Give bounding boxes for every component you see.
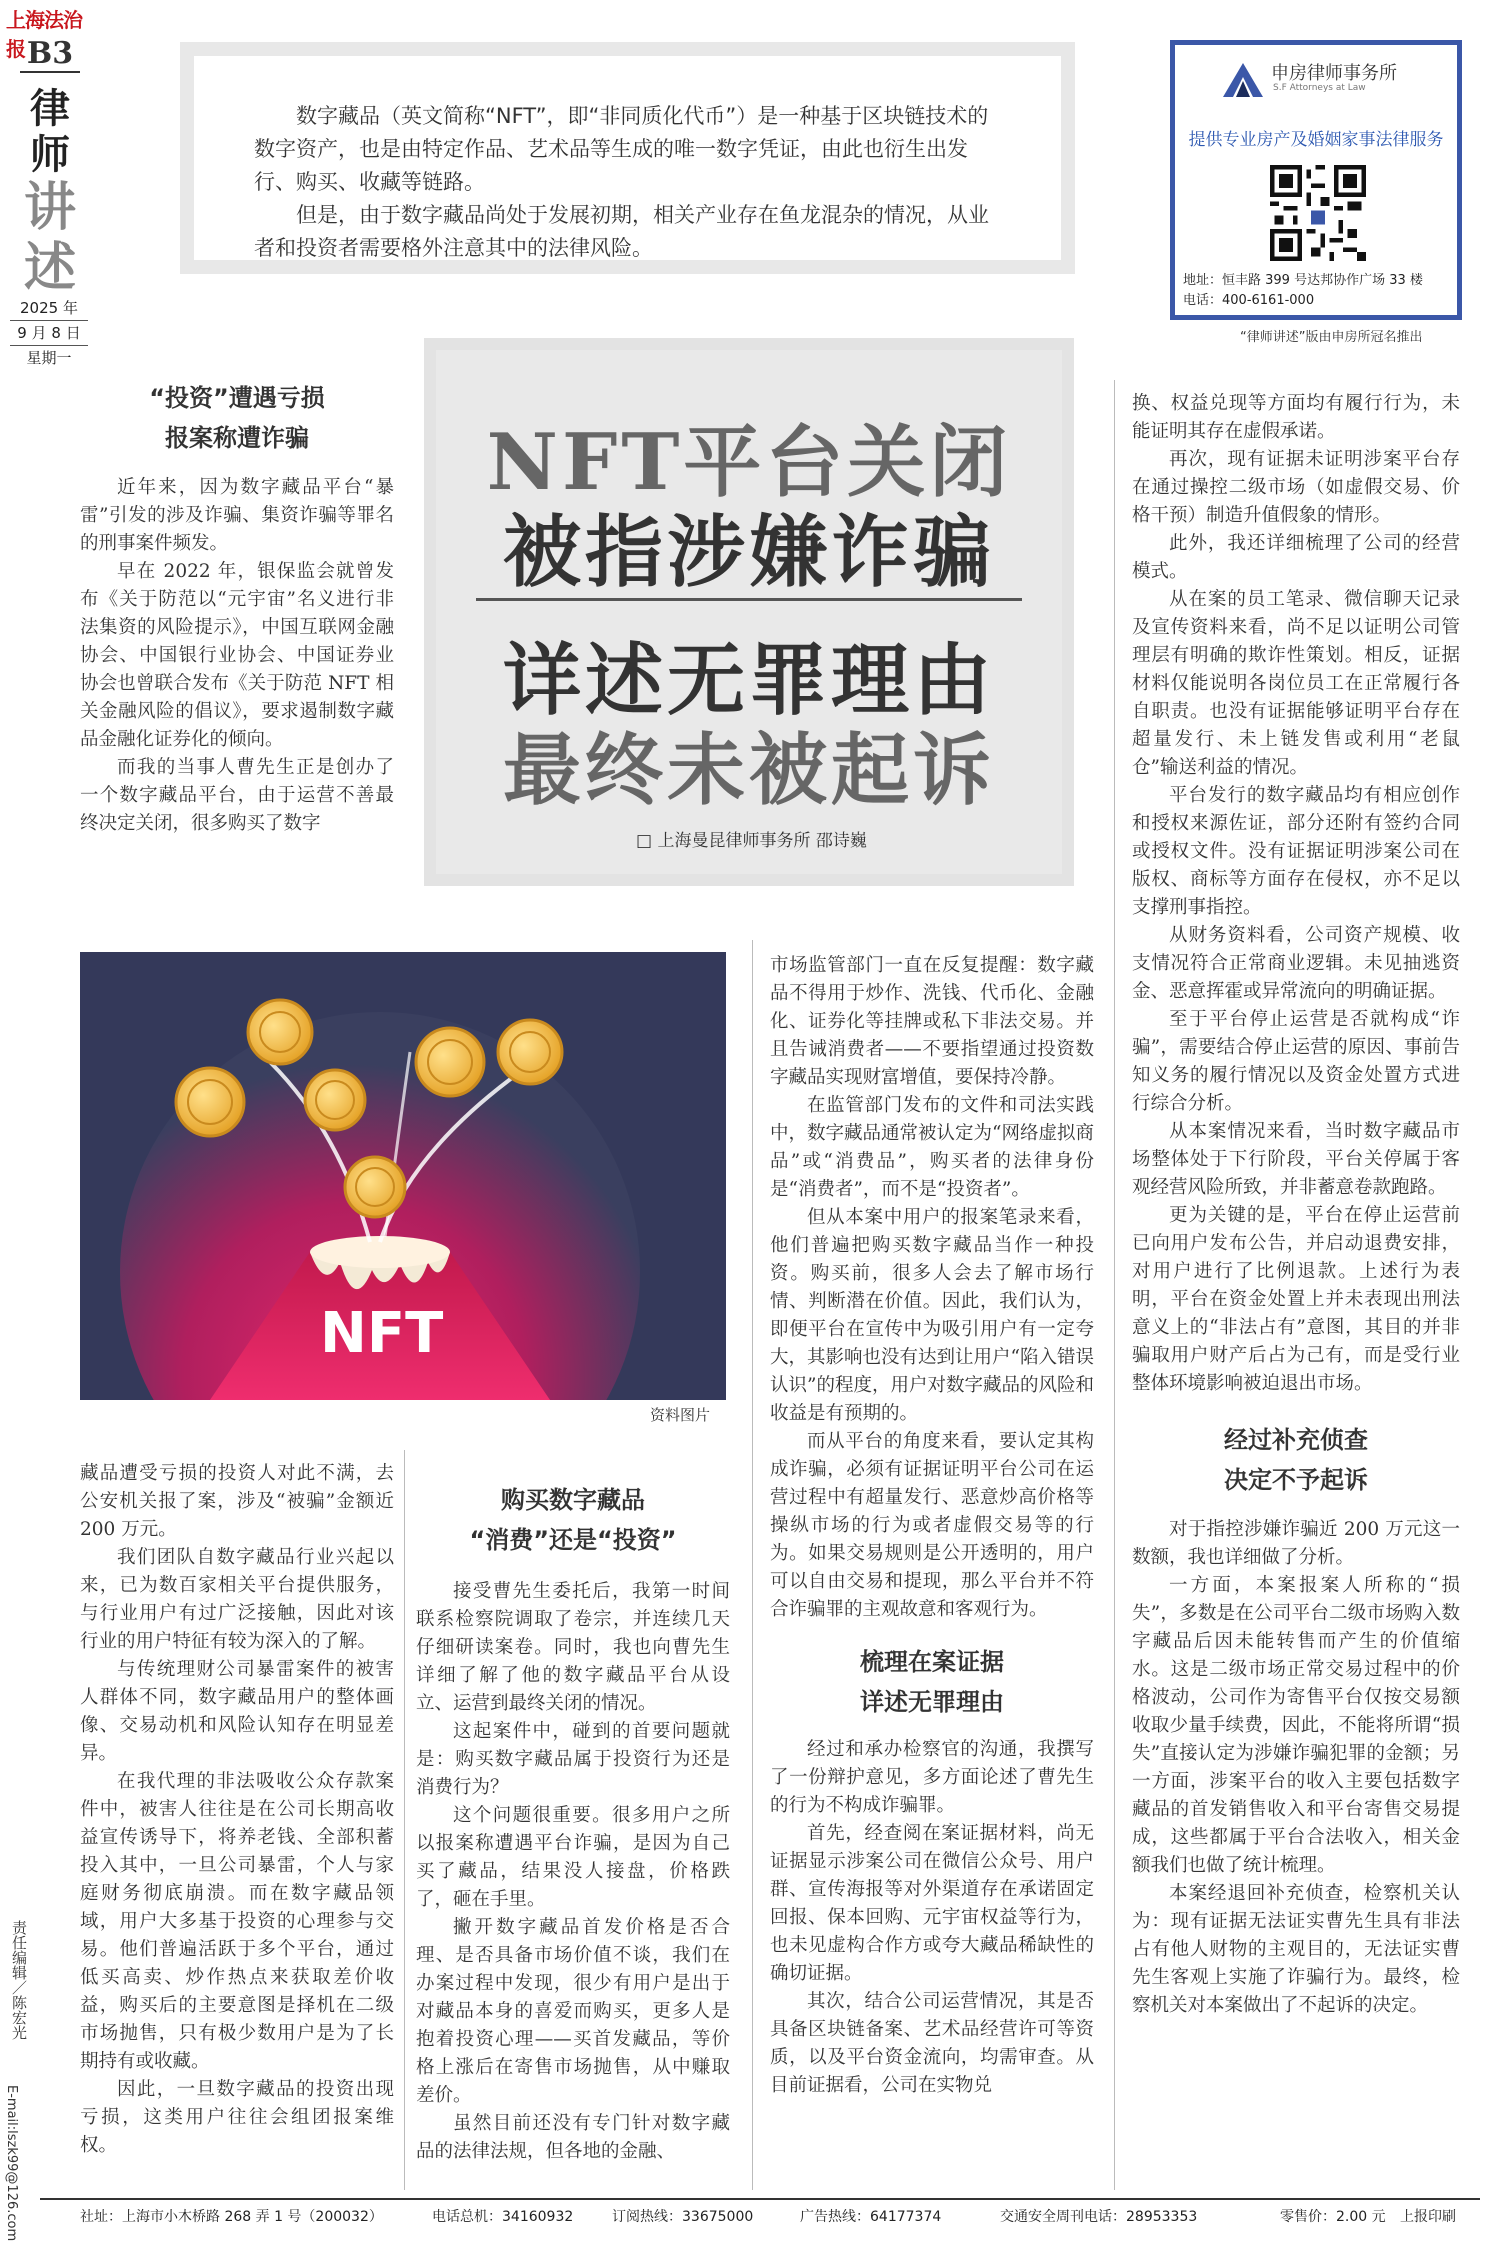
footer-ad-hotline: 广告热线：64177374 — [800, 2209, 942, 2225]
paragraph: 与传统理财公司暴雷案件的被害人群体不同，数字藏品用户的整体画像、交易动机和风险认知存在明显差异。 — [80, 1659, 394, 1764]
paragraph: 从在案的员工笔录、微信聊天记录及宣传资料来看，尚不足以证明公司管理层有明确的欺诈性策划。相反，证据材料仅能说明各岗位员工在正常履行各自职责。也没有证据能够证明平台存在超量发行、未上链发售或利用“老鼠仓”输送利益的情况。 — [1132, 589, 1460, 778]
footer-price: 零售价：2.00 元 — [1280, 2209, 1386, 2225]
paragraph: 从财务资料看，公司资产规模、收支情况符合正常商业逻辑。未见抽逃资金、恶意挥霍或异常流向的明确证据。 — [1132, 925, 1460, 1002]
footer-printer: 上报印刷 — [1400, 2209, 1456, 2225]
issue-weekday: 星期一 — [26, 349, 72, 367]
paragraph: 这起案件中，碰到的首要问题就是：购买数字藏品属于投资行为还是消费行为？ — [416, 1721, 730, 1798]
headline-line: 详述无罪理由 — [502, 635, 995, 726]
nft-label: NFT — [320, 1301, 444, 1366]
article-column-4 — [1132, 390, 1460, 2020]
article-byline: □ 上海曼昆律师事务所 邵诗巍 — [636, 831, 867, 851]
editor-email[interactable]: E-mail:lszk99@126.com — [4, 2085, 19, 2242]
paragraph: 我们团队自数字藏品行业兴起以来，已为数百家相关平台提供服务，与行业用户有过广泛接触，因此对该行业的用户特征有较为深入的了解。 — [80, 1547, 394, 1652]
nft-volcano-coins-image — [80, 952, 726, 1400]
subhead-line: 报案称遭诈骗 — [165, 424, 309, 452]
paragraph: 因此，一旦数字藏品的投资出现亏损，这类用户往往会组团报案维权。 — [80, 2079, 394, 2156]
qr-code-icon[interactable] — [1270, 165, 1366, 261]
law-firm-logo-icon — [1223, 63, 1263, 97]
headline-line: NFT平台关闭 — [486, 417, 1012, 508]
issue-day: 9 月 8 日 — [10, 321, 88, 346]
paragraph: 本案经退回补充侦查，检察机关认为：现有证据无法证实曹先生具有非法占有他人财物的主观目的，无法证实曹先生客观上实施了诈骗行为。最终，检察机关对本案做出了不起诉的决定。 — [1132, 1883, 1460, 2016]
paragraph: 更为关键的是，平台在停止运营前已向用户发布公告，并启动退费安排，对用户进行了比例退款。上述行为表明，平台在资金处置上并未表现出刑法意义上的“非法占有”意图，其目的并非骗取用户财产后占为己有，而是受行业整体环境影响被迫退出市场。 — [1132, 1205, 1460, 1394]
paragraph: 但从本案中用户的报案笔录来看，他们普遍把购买数字藏品当作一种投资。购买前，很多人会去了解市场行情、判断潜在价值。因此，我们认为，即便平台在宣传中为吸引用户有一定夸大，其影响也没有达到让用户“陷入错误认识”的程度，用户对数字藏品的风险和收益是有预期的。 — [770, 1207, 1094, 1424]
paragraph: 撇开数字藏品首发价格是否合理、是否具备市场价值不谈，我们在办案过程中发现，很少有用户是出于对藏品本身的喜爱而购买，更多人是抱着投资心理——买首发藏品，等价格上涨后在寄售市场抛售，从中赚取差价。 — [416, 1917, 730, 2106]
subhead-line: “消费”还是“投资” — [469, 1526, 677, 1554]
paragraph: 在我代理的非法吸收公众存款案件中，被害人往往是在公司长期高收益宣传诱导下，将养老钱、全部积蓄投入其中，一旦公司暴雷，个人与家庭财务彻底崩溃。而在数字藏品领域，用户大多基于投资的心理参与交易。他们普遍活跃于多个平台，通过低买高卖、炒作热点来获取差价收益，购买后的主要意图是择机在二级市场抛售，只有极少数用户是为了长期持有或收藏。 — [80, 1771, 394, 2072]
intro-paragraph: 数字藏品（英文简称“NFT”，即“非同质化代币”）是一种基于区块链技术的数字资产，也是由特定作品、艺术品等生成的唯一数字凭证，由此也衍生出发行、购买、收藏等链路。 — [254, 104, 989, 194]
section-subhead — [770, 1642, 1094, 1722]
column-sponsor-credit: “律师讲述”版由申房所冠名推出 — [1240, 330, 1423, 345]
paragraph: 而从平台的角度来看，要认定其构成诈骗，必须有证据证明平台公司在运营过程中有超量发行、恶意炒高价格等操纵市场的行为或者虚假交易等的行为。如果交易规则是公开透明的，用户可以自由交易和提现，那么平台并不符合诈骗罪的主观故意和客观行为。 — [770, 1431, 1094, 1620]
paragraph: 首先，经查阅在案证据材料，尚无证据显示涉案公司在微信公众号、用户群、宣传海报等对外渠道存在承诺固定回报、保本回购、元宇宙权益等行为，也未见虚构合作方或夸大藏品稀缺性的确切证据。 — [770, 1823, 1094, 1984]
footer-traffic-phone: 交通安全周刊电话：28953353 — [1000, 2209, 1198, 2225]
footer-switchboard: 电话总机：34160932 — [432, 2209, 574, 2225]
subhead-line: 决定不予起诉 — [1224, 1466, 1368, 1494]
section-subhead — [1132, 1420, 1460, 1500]
issue-date — [10, 296, 88, 370]
column-rule — [404, 1450, 405, 2190]
subhead-line: 详述无罪理由 — [860, 1688, 1004, 1716]
headline-box — [424, 338, 1074, 886]
paragraph: 早在 2022 年，银保监会就曾发布《关于防范以“元宇宙”名义进行非法集资的风险提示》，中国互联网金融协会、中国银行业协会、中国证券业协会也曾联合发布《关于防范 NFT 相关金融风险的倡议》，要求遏制数字藏品金融化证券化的倾向。 — [80, 561, 394, 750]
masthead-logo: 上海法治报 — [6, 8, 82, 61]
column-name-char: 师 — [30, 131, 70, 178]
page-number: B3 — [20, 36, 80, 73]
footer-subscription: 订阅热线：33675000 — [612, 2209, 754, 2225]
paragraph: 从本案情况来看，当时数字藏品市场整体处于下行阶段，平台关停属于客观经营风险所致，并非蓄意卷款跑路。 — [1132, 1121, 1460, 1198]
column-name-char: 述 — [23, 237, 76, 298]
paragraph: 此外，我还详细梳理了公司的经营模式。 — [1132, 533, 1460, 582]
law-firm-name: 申房律师事务所 — [1271, 63, 1397, 84]
paragraph: 在监管部门发布的文件和司法实践中，数字藏品通常被认定为“网络虚拟商品”或“消费品”，购买者的法律身份是“消费者”，而不是“投资者”。 — [770, 1095, 1094, 1200]
column-name-char: 律 — [30, 85, 70, 132]
ad-slogan: 提供专业房产及婚姻家事法律服务 — [1188, 130, 1444, 150]
article-column-2 — [416, 1480, 730, 2166]
subhead-line: 梳理在案证据 — [860, 1648, 1004, 1676]
paragraph: 市场监管部门一直在反复提醒：数字藏品不得用于炒作、洗钱、代币化、金融化、证券化等挂牌或私下非法交易。并且告诫消费者——不要指望通过投资数字藏品实现财富增值，要保持冷静。 — [770, 955, 1094, 1088]
footer-address: 社址：上海市小木桥路 268 弄 1 号（200032） — [80, 2209, 383, 2225]
subhead-line: 经过补充侦查 — [1224, 1426, 1368, 1454]
paragraph: 而我的当事人曹先生正是创办了一个数字藏品平台，由于运营不善最终决定关闭，很多购买了数字 — [80, 757, 394, 834]
coin-icon — [305, 1070, 365, 1130]
paragraph: 这个问题很重要。很多用户之所以报案称遭遇平台诈骗，是因为自己买了藏品，结果没人接盘，价格跌了，砸在手里。 — [416, 1805, 730, 1910]
ad-phone: 电话：400-6161-000 — [1183, 293, 1315, 308]
ad-contact — [1183, 271, 1423, 311]
column-name — [18, 86, 82, 298]
column-rule — [752, 940, 753, 2190]
article-column-1-bottom — [80, 1460, 394, 2160]
paragraph: 一方面，本案报案人所称的“损失”，多数是在公司平台二级市场购入数字藏品后因未能转售而产生的价值缩水。这是二级市场正常交易过程中的价格波动，公司作为寄售平台仅按交易额收取少量手续费，因此，不能将所谓“损失”直接认定为涉嫌诈骗犯罪的金额；另一方面，涉案平台的收入主要包括数字藏品的首发销售收入和平台寄售交易提成，这些都属于平台合法收入，相关金额我们也做了统计梳理。 — [1132, 1575, 1460, 1876]
paragraph: 接受曹先生委托后，我第一时间联系检察院调取了卷宗，并连续几天仔细研读案卷。同时，我也向曹先生详细了解了他的数字藏品平台从设立、运营到最终关闭的情况。 — [416, 1581, 730, 1714]
paragraph: 其次，结合公司运营情况，其是否具备区块链备案、艺术品经营许可等资质，以及平台资金流向，均需审查。从目前证据看，公司在实物兑 — [770, 1991, 1094, 2096]
paragraph: 藏品遭受亏损的投资人对此不满，去公安机关报了案，涉及“被骗”金额近 200 万元。 — [80, 1463, 394, 1540]
section-subhead — [416, 1480, 730, 1560]
headline-divider — [476, 598, 1022, 601]
law-firm-english-name: S.F Attorneys at Law — [1273, 83, 1366, 93]
headline-line: 被指涉嫌诈骗 — [502, 507, 995, 598]
article-column-3 — [770, 952, 1094, 2100]
paragraph: 经过和承办检察官的沟通，我撰写了一份辩护意见，多方面论述了曹先生的行为不构成诈骗罪。 — [770, 1739, 1094, 1816]
sponsor-ad[interactable] — [1170, 40, 1462, 320]
paragraph: 换、权益兑现等方面均有履行行为，未能证明其存在虚假承诺。 — [1132, 393, 1460, 442]
issue-year: 2025 年 — [10, 296, 88, 321]
section-subhead — [80, 378, 394, 458]
coin-icon — [345, 1157, 405, 1217]
article-column-1-top — [80, 378, 394, 838]
coin-icon — [416, 1028, 484, 1096]
paragraph: 虽然目前还没有专门针对数字藏品的法律法规，但各地的金融、 — [416, 2113, 730, 2162]
headline-line: 最终未被起诉 — [502, 725, 995, 816]
coin-icon — [248, 1000, 312, 1064]
paragraph: 近年来，因为数字藏品平台“暴雷”引发的涉及诈骗、集资诈骗等罪名的刑事案件频发。 — [80, 477, 394, 554]
intro-box — [180, 42, 1075, 274]
ad-address: 地址：恒丰路 399 号达邦协作广场 33 楼 — [1183, 273, 1423, 288]
paragraph: 对于指控涉嫌诈骗近 200 万元这一数额，我也详细做了分析。 — [1132, 1519, 1460, 1568]
column-name-char: 讲 — [23, 177, 76, 238]
paragraph: 平台发行的数字藏品均有相应创作和授权来源佐证，部分还附有签约合同或授权文件。没有证据证明涉案公司在版权、商标等方面存在侵权，亦不足以支撑刑事指控。 — [1132, 785, 1460, 918]
page-footer — [40, 2198, 1480, 2228]
photo-caption: 资料图片 — [650, 1406, 711, 1424]
intro-paragraph: 但是，由于数字藏品尚处于发展初期，相关产业存在鱼龙混杂的情况，从业者和投资者需要格外注意其中的法律风险。 — [254, 203, 989, 260]
subhead-line: “投资”遭遇亏损 — [149, 384, 325, 412]
paragraph: 至于平台停止运营是否就构成“诈骗”，需要结合停止运营的原因、事前告知义务的履行情况以及资金处置方式进行综合分析。 — [1132, 1009, 1460, 1114]
subhead-line: 购买数字藏品 — [501, 1486, 645, 1514]
coin-icon — [498, 1020, 562, 1084]
editor-credit: 责任编辑／陈宏光 — [10, 1920, 28, 2040]
column-rule — [1114, 380, 1115, 2190]
coin-icon — [176, 1068, 244, 1136]
paragraph: 再次，现有证据未证明涉案平台存在通过操控二级市场（如虚假交易、价格干预）制造升值假象的情形。 — [1132, 449, 1460, 526]
nft-illustration — [80, 952, 726, 1400]
